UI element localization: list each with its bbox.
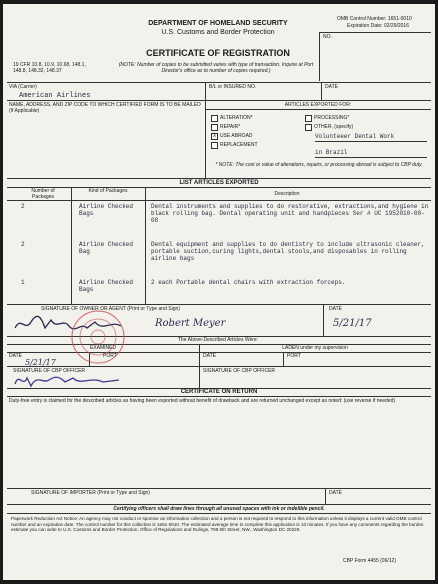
described-articles-line: The Above-Described Articles Were:: [177, 337, 259, 343]
list-section-title: LIST ARTICLES EXPORTED: [179, 180, 259, 186]
row-3-number: 1: [21, 279, 25, 286]
cbp-officer-signature: [11, 370, 141, 390]
return-text: Duty-free entry is claimed for the described articles as having been exported without benefit of drawback and are returned unchanged except as noted: (use reverse if needed): [9, 398, 396, 404]
other-checkbox[interactable]: [305, 124, 312, 131]
cbp-officer-label-laden: SIGNATURE OF CBP OFFICER: [203, 368, 276, 374]
omb-control: OMB Control Number: 1651-0010: [337, 16, 412, 22]
row-3-kind: Airline Checked Bags: [79, 279, 134, 293]
via-label: VIA (Carrier): [9, 84, 37, 90]
paperwork-notice: Paperwork Reduction Act Notice: An agency may not conduct or sponsor an information collection and a person is not required to respond to this information unless it displays a current valid OMB control number and an expiration date. The control number for this collection is 1651-0010. The estimated average time to complete this application is 10 minutes. If you have any comments regarding the burden estimate you can write to U.S. Customs and Border Protection, Office of Regulations and Rulings, 799 9th Street, NW., Washington DC 20229.: [11, 516, 424, 533]
examined-date-label: DATE: [9, 353, 22, 359]
use-abroad-label: USE ABROAD: [220, 133, 253, 139]
certificate-page: [3, 4, 435, 580]
cost-note: * NOTE: The cost or value of alterations, repairs, or processing abroad is subject to CBP duty.: [215, 162, 423, 168]
row-2-kind: Airline Checked Bag: [79, 241, 134, 255]
owner-date-value: 5/21/17: [333, 318, 372, 329]
kind-header: Kind of Packages: [88, 188, 128, 194]
examined-port-label: PORT: [103, 353, 117, 359]
row-3-description: 2 each Portable dental chairs with extraction forceps.: [151, 279, 346, 286]
alteration-label: ALTERATION*: [220, 115, 253, 121]
alteration-checkbox[interactable]: [211, 115, 218, 122]
row-1-number: 2: [21, 203, 25, 210]
processing-checkbox[interactable]: [305, 115, 312, 122]
other-specify-line-2: in Brazil: [315, 149, 348, 156]
number-header: Number of Packages: [31, 188, 55, 200]
examined-label: EXAMINED: [89, 345, 117, 351]
other-label: OTHER, (specify): [314, 124, 354, 130]
use-abroad-checkbox[interactable]: X: [212, 133, 217, 139]
laden-date-label: DATE: [203, 353, 216, 359]
cbp-stamp: [69, 308, 127, 366]
form-title: CERTIFICATE OF REGISTRATION: [146, 48, 290, 58]
certifying-warning: Certifying officers shall draw lines through all unused spaces with ink or indelible pencil.: [113, 506, 325, 512]
repair-checkbox[interactable]: [211, 124, 218, 131]
row-1-kind: Airline Checked Bags: [79, 203, 134, 217]
bureau-name: U.S. Customs and Border Protection: [161, 29, 275, 36]
row-1-description: Dental instruments and supplies to do restorative, extractions,and hygiene in black rolling bag. Dental operating unit and handpieces Ser # UC 1952010-00-08: [151, 203, 429, 224]
mail-address-label: NAME, ADDRESS, AND ZIP CODE TO WHICH CERTIFIED FORM IS TO BE MAILED (If Applicable): [9, 102, 201, 114]
date-label: DATE: [325, 84, 338, 90]
no-label: NO.: [323, 34, 332, 40]
laden-port-label: PORT: [287, 353, 301, 359]
cfr-reference: 19 CFR 10.8, 10.9, 10.68, 148.1, 148.8, 148.32, 148.37: [13, 62, 86, 74]
row-2-number: 2: [21, 241, 25, 248]
laden-label: LADEN under my supervision: [282, 345, 348, 351]
importer-signature-label: SIGNATURE OF IMPORTER (Print or Type and Sign): [31, 490, 150, 496]
description-header: Description: [274, 191, 300, 197]
importer-date-label: DATE: [329, 490, 342, 496]
other-specify-line-1: Volunteeer Dental Work: [315, 133, 395, 140]
copies-note: (NOTE: Number of copies to be submitted varies with type of transaction. Inquire at Port Director's office as to number of copies required.): [118, 62, 314, 74]
return-title: CERTIFICATE ON RETURN: [180, 389, 258, 395]
bl-label: B/L or INSURED NO.: [209, 84, 257, 90]
owner-signature-label: SIGNATURE OF OWNER OR AGENT (Print or Type and Sign): [41, 306, 180, 312]
repair-label: REPAIR*: [220, 124, 241, 130]
replacement-label: REPLACEMENT: [220, 142, 258, 148]
processing-label: PROCESSING*: [314, 115, 350, 121]
agency-name: DEPARTMENT OF HOMELAND SECURITY: [148, 20, 288, 27]
exported-for-label: ARTICLES EXPORTED FOR:: [284, 102, 352, 108]
row-2-description: Dental equipment and supplies to do dentistry to include ultrasonic cleaner, portable suction,curing lights,dental stools,and disposables in rolling airline bags: [151, 241, 425, 262]
owner-date-label: DATE: [329, 306, 342, 312]
examined-date-value: 5/21/17: [25, 358, 56, 367]
cbp-officer-label: SIGNATURE OF CBP OFFICER: [13, 368, 86, 374]
form-number: CBP Form 4455 (06/12): [343, 558, 396, 564]
expiration-date: Expiration Date: 02/29/2016: [347, 23, 409, 29]
replacement-checkbox[interactable]: [211, 142, 218, 149]
owner-printed-name: Robert Meyer: [155, 318, 226, 329]
via-value: American Airlines: [19, 92, 91, 100]
